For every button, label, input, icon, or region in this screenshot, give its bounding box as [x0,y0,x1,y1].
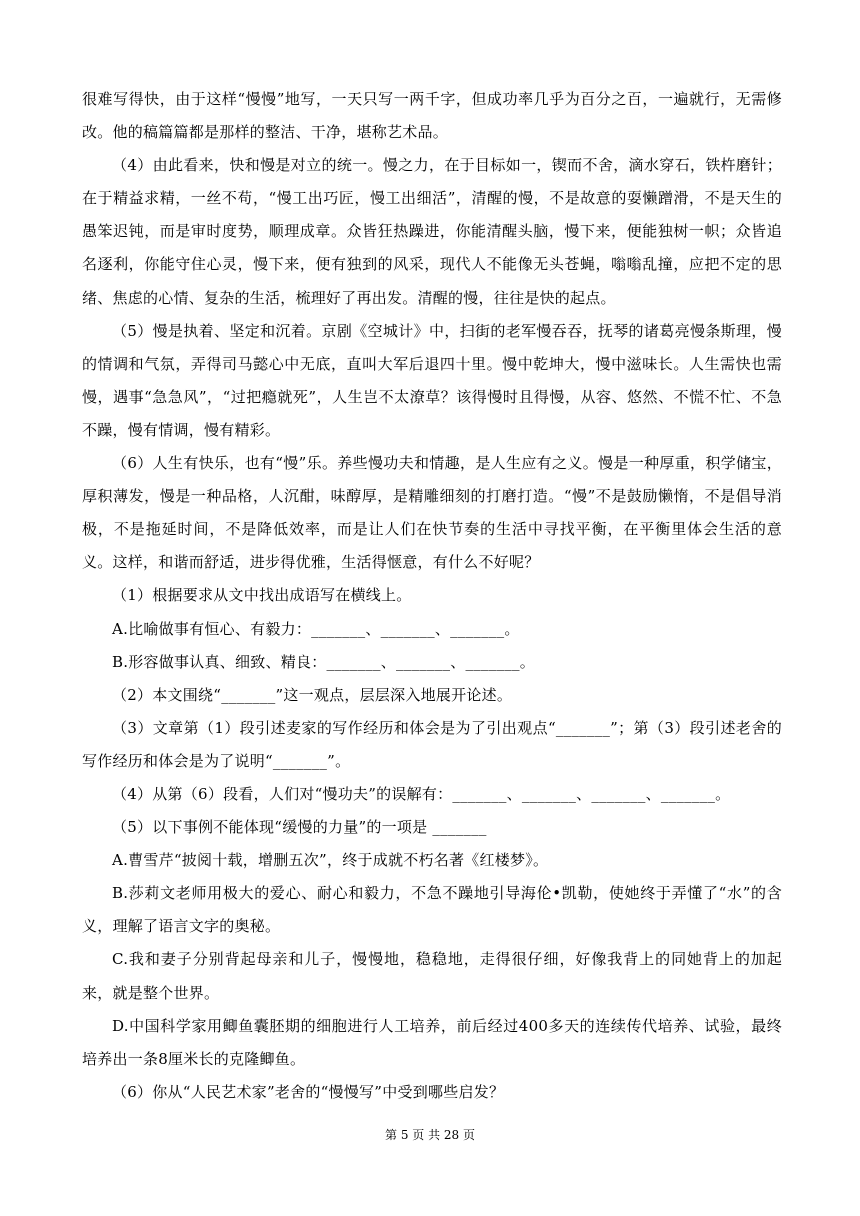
question-5: （5）以下事例不能体现“缓慢的力量”的一项是 _______ [112,818,487,837]
question-1-option-b: B.形容做事认真、细致、精良：_______、_______、_______。 [112,652,536,671]
question-2: （2）本文围绕“_______”这一观点，层层深入地展开论述。 [112,685,513,704]
question-5-option-c: C.我和妻子分别背起母亲和儿子，慢慢地，稳稳地，走得很仔细，好像我背上的同她背上的加起来，就是整个世界。 [82,950,782,1002]
question-5-option-a: A.曹雪芹“披阅十载，增删五次”，终于成就不朽名著《红楼梦》。 [112,851,549,870]
question-6: （6）你从“人民艺术家”老舍的“慢慢写”中受到哪些启发？ [112,1082,505,1101]
question-1-option-a: A.比喻做事有恒心、有毅力：_______、_______、_______。 [112,619,520,638]
page-footer: 第 5 页 共 28 页 [385,1128,475,1142]
question-5-option-b: B.莎莉文老师用极大的爱心、耐心和毅力，不急不躁地引导海伦•凯勒，使她终于弄懂了“水”的含义，理解了语言文字的奥秘。 [82,884,782,936]
question-4: （4）从第（6）段看，人们对“慢功夫”的误解有：_______、_______、_______、_______。 [112,784,731,803]
paragraph-5: （5）慢是执着、坚定和沉着。京剧《空城计》中，扫街的老军慢吞吞，抚琴的诸葛亮慢条斯理，慢的情调和气氛，弄得司马懿心中无底，直叫大军后退四十里。慢中乾坤大，慢中滋味长。人生需快也需慢，遇事“急急风”，“过把瘾就死”，人生岂不太潦草？该得慢时且得慢，从容、悠然、不慌不忙、不急不躁，慢有情调，慢有精彩。 [82,321,782,439]
question-1: （1）根据要求从文中找出成语写在横线上。 [112,586,412,605]
question-3: （3）文章第（1）段引述麦家的写作经历和体会是为了引出观点“_______”；第（3）段引述老舍的写作经历和体会是为了说明“_______”。 [82,718,782,770]
document-body [82,83,782,1109]
paragraph-4: （4）由此看来，快和慢是对立的统一。慢之力，在于目标如一，锲而不舍，滴水穿石，铁杵磨针；在于精益求精，一丝不苟，“慢工出巧匠，慢工出细活”，清醒的慢，不是故意的耍懒蹭滑，不是天生的愚笨迟钝，而是审时度势，顺理成章。众皆狂热躁进，你能清醒头脑，慢下来，便能独树一帜；众皆追名逐利，你能守住心灵，慢下来，便有独到的风采，现代人不能像无头苍蝇，嗡嗡乱撞，应把不定的思绪、焦虑的心情、复杂的生活，梳理好了再出发。清醒的慢，往往是快的起点。 [82,156,782,307]
paragraph-continuation: 很难写得快，由于这样“慢慢”地写，一天只写一两千字，但成功率几乎为百分之百，一遍就行，无需修改。他的稿篇篇都是那样的整洁、干净，堪称艺术品。 [82,90,782,142]
question-5-option-d: D.中国科学家用鲫鱼囊胚期的细胞进行人工培养，前后经过400多天的连续传代培养、试验，最终培养出一条8厘米长的克隆鲫鱼。 [82,1016,782,1068]
paragraph-6: （6）人生有快乐，也有“慢”乐。养些慢功夫和情趣，是人生应有之义。慢是一种厚重，积学储宝，厚积薄发，慢是一种品格，人沉酣，味醇厚，是精雕细刻的打磨打造。“慢”不是鼓励懒惰，不是倡导消极，不是拖延时间，不是降低效率，而是让人们在快节奏的生活中寻找平衡，在平衡里体会生活的意义。这样，和谐而舒适，进步得优雅，生活得惬意，有什么不好呢？ [82,454,782,572]
